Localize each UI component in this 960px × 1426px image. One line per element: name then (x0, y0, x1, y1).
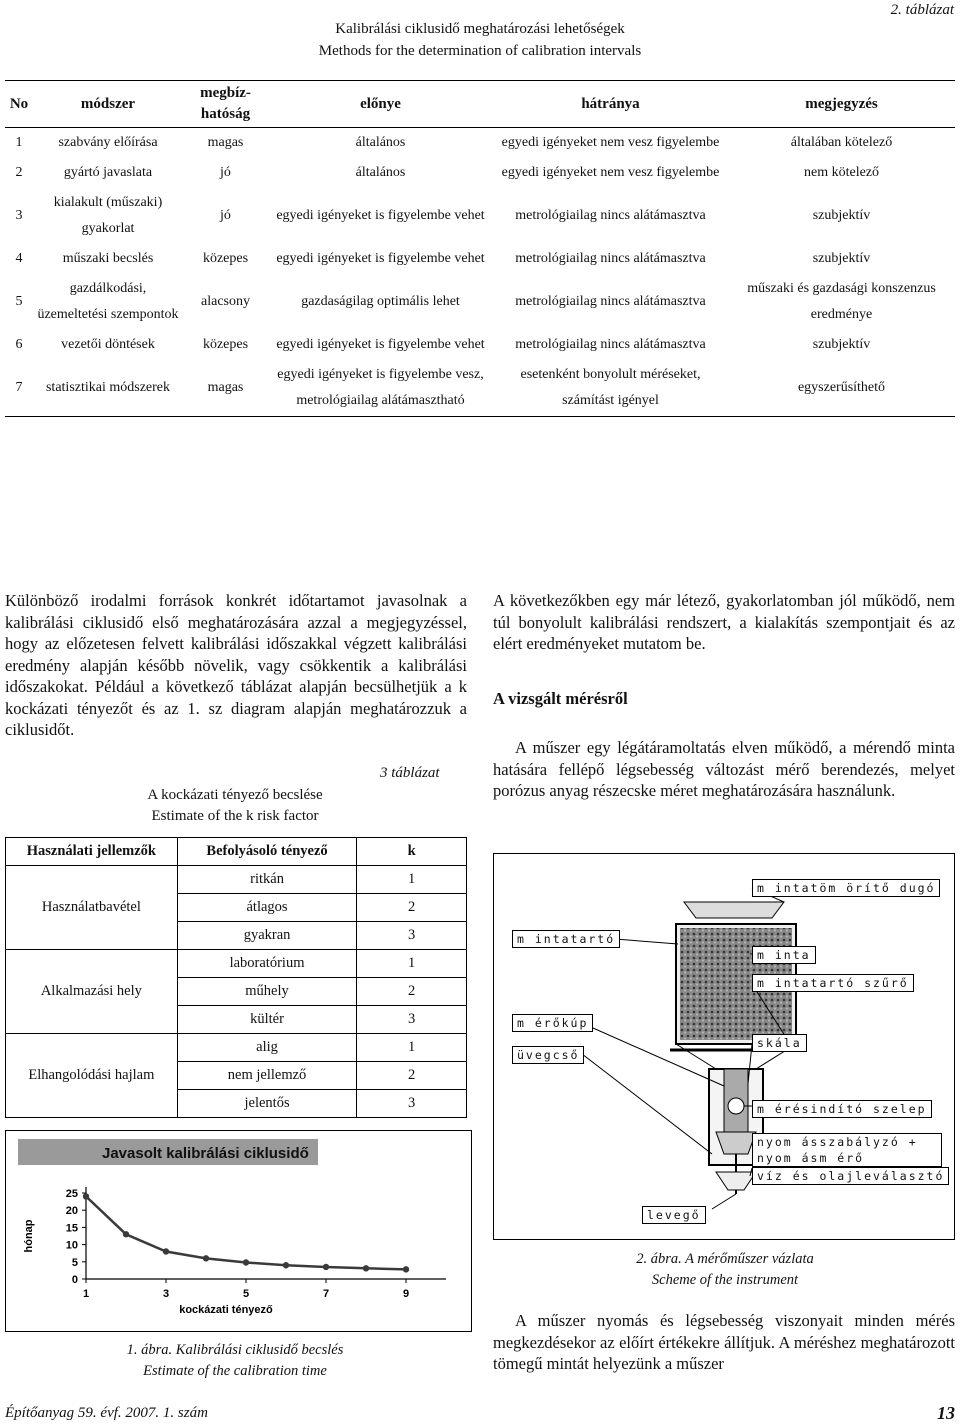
data-point (83, 1193, 89, 1199)
calibration-methods-table (5, 80, 955, 417)
cell-reliability: alacsony (201, 294, 250, 309)
cell-factor: ritkán (177, 866, 357, 894)
cell-method: kialakult (műszaki) gyakorlat (53, 195, 163, 236)
valve-shape (728, 1098, 744, 1114)
cell-advantage: általános (355, 165, 406, 180)
y-tick-label: 10 (65, 1239, 78, 1252)
table-row (5, 158, 955, 188)
pointer-tube (582, 1054, 712, 1154)
journal-footer: Építőanyag 59. évf. 2007. 1. szám (5, 1405, 208, 1421)
cell-usage-group: Alkalmazási hely (6, 950, 178, 1034)
table-number-label: 2. táblázat (890, 2, 954, 18)
cell-method: szabvány előírása (58, 135, 158, 150)
cell-k: 1 (357, 1034, 467, 1062)
chart-svg (6, 1131, 471, 1331)
cell-usage-group: Elhangolódási hajlam (6, 1034, 178, 1118)
cell-advantage: egyedi igényeket is figyelembe vehet (276, 337, 485, 352)
body-paragraph-left: Különböző irodalmi források konkrét időtartamot javasolnak a kalibrálási ciklusidő első meghatározására azzal a megjegyzéssel, hogy az előzetesen felvett kalibrálási időszakkal végzett kalibrálási eredmény alapján később növelik, vagy csökkentik a kalibrálási időszakokat. Például a következő táblázat alapján becsülhetjük a k kockázati tényezőt és az 1. sz diagram alapján meghatározzuk a ciklusidőt. (5, 591, 467, 739)
label-sample: m inta (752, 946, 816, 964)
series-line (86, 1196, 406, 1269)
cell-no: 7 (15, 380, 23, 395)
data-point (283, 1262, 289, 1268)
header-reliability: megbíz-hatóság (200, 85, 251, 122)
body-paragraph-right-3: A műszer nyomás és légsebesség viszonyait minden mérés megkezdésekor az előírt értékekre állítjuk. A méréshez meghatározott tömegű mintát helyezünk a műszer (493, 1311, 955, 1373)
cell-method: statisztikai módszerek (45, 380, 171, 395)
cell-factor: nem jellemző (177, 1062, 357, 1090)
data-point (363, 1265, 369, 1271)
data-point (243, 1259, 249, 1265)
x-tick-label: 9 (402, 1288, 410, 1300)
table3-header-row (6, 838, 467, 866)
holder-cone-left (676, 1044, 716, 1069)
pointer-air (712, 1194, 736, 1209)
cell-factor: laboratórium (177, 950, 357, 978)
data-point (203, 1255, 209, 1261)
cell-reliability: magas (207, 380, 244, 395)
cell-no: 6 (15, 337, 23, 352)
cell-reliability: jó (220, 165, 231, 180)
x-tick-label: 7 (322, 1288, 330, 1300)
cell-note: szubjektív (812, 337, 871, 352)
cell-k: 1 (357, 866, 467, 894)
cell-factor: alig (177, 1034, 357, 1062)
cell-usage-group: Használatbavétel (6, 866, 178, 950)
data-point (403, 1266, 409, 1272)
cell-method: vezetői döntések (61, 337, 155, 352)
table3-title-hu: A kockázati tényező becslése (147, 787, 323, 803)
header-usage: Használati jellemzők (6, 838, 178, 866)
cell-disadvantage: esetenként bonyolult méréseket, számítást igényel (520, 367, 701, 408)
calibration-interval-chart (5, 1130, 472, 1332)
cell-reliability: közepes (202, 337, 249, 352)
cell-k: 3 (357, 922, 467, 950)
figure2-caption-hu: 2. ábra. A mérőműszer vázlata (636, 1251, 814, 1267)
cell-no: 4 (15, 251, 23, 266)
cell-k: 2 (357, 1062, 467, 1090)
y-tick-label: 5 (71, 1256, 78, 1269)
cell-disadvantage: egyedi igényeket nem vesz figyelembe (501, 135, 720, 150)
x-tick-label: 3 (162, 1288, 170, 1300)
figure2-caption-en: Scheme of the instrument (651, 1272, 799, 1288)
cell-advantage: gazdaságilag optimális lehet (301, 294, 460, 309)
cell-disadvantage: metrológiailag nincs alátámasztva (515, 294, 706, 309)
figure2-caption (540, 1249, 910, 1291)
table3-number-label: 3 táblázat (380, 765, 440, 781)
figure1-caption (90, 1340, 380, 1382)
cell-reliability: magas (207, 135, 244, 150)
cell-note: műszaki és gazdasági konszenzus eredménye (747, 281, 936, 322)
x-axis-label: kockázati tényező (179, 1304, 273, 1316)
section-heading: A vizsgált mérésről (493, 689, 628, 708)
label-sample-holder: m intatartó (512, 930, 620, 948)
y-tick-label: 0 (71, 1274, 78, 1286)
table-row (6, 950, 467, 978)
label-intake-funnel: m intatöm örítő dugó (752, 879, 940, 897)
cell-no: 2 (15, 165, 23, 180)
cell-factor: műhely (177, 978, 357, 1006)
table-row (6, 866, 467, 894)
cell-method: műszaki becslés (62, 251, 154, 266)
cell-k: 1 (357, 950, 467, 978)
y-tick-label: 25 (65, 1188, 78, 1200)
data-point (163, 1248, 169, 1254)
label-regulator: nyom ásszabályzó + nyom ásm érő (752, 1133, 942, 1167)
cell-disadvantage: metrológiailag nincs alátámasztva (515, 208, 706, 223)
header-k: k (357, 838, 467, 866)
table-row (6, 1034, 467, 1062)
cell-factor: átlagos (177, 894, 357, 922)
header-note: megjegyzés (805, 96, 878, 112)
cell-reliability: közepes (202, 251, 249, 266)
data-point (323, 1264, 329, 1270)
instrument-schematic (493, 853, 955, 1240)
cell-k: 3 (357, 1090, 467, 1118)
cell-note: szubjektív (812, 251, 871, 266)
cell-advantage: általános (355, 135, 406, 150)
table2-header-row (5, 81, 955, 128)
table2-title-en: Methods for the determination of calibration intervals (318, 43, 642, 59)
chart-title: Javasolt kalibrálási ciklusidő (102, 1145, 309, 1162)
body-paragraph-right-1: A következőkben egy már létező, gyakorlatomban jól működő, nem túl bonyolult kalibrálási rendszert, a kialakítás szempontjait és az elért eredményeket mutatom be. (493, 591, 955, 653)
cell-disadvantage: egyedi igényeket nem vesz figyelembe (501, 165, 720, 180)
table-row (5, 128, 955, 159)
header-disadvantage: hátránya (581, 96, 640, 112)
cell-disadvantage: metrológiailag nincs alátámasztva (515, 251, 706, 266)
cell-k: 3 (357, 1006, 467, 1034)
cell-advantage: egyedi igényeket is figyelembe vesz, metrológiailag alátámasztható (277, 367, 484, 408)
y-tick-label: 15 (65, 1222, 78, 1235)
cell-k: 2 (357, 894, 467, 922)
y-axis-label: hónap (23, 1219, 35, 1253)
cell-note: egyszerűsíthető (797, 380, 886, 395)
data-point (123, 1231, 129, 1237)
cell-k: 2 (357, 978, 467, 1006)
cell-no: 3 (15, 208, 23, 223)
header-advantage: előnye (360, 96, 401, 112)
figure1-caption-hu: 1. ábra. Kalibrálási ciklusidő becslés (126, 1342, 344, 1358)
figure1-caption-en: Estimate of the calibration time (143, 1363, 327, 1379)
label-valve: m érésindító szelep (752, 1100, 932, 1118)
label-burette: m érőkúp (512, 1014, 593, 1032)
header-factor: Befolyásoló tényező (177, 838, 357, 866)
cell-no: 5 (15, 294, 23, 309)
cell-factor: kültér (177, 1006, 357, 1034)
cell-factor: jelentős (177, 1090, 357, 1118)
body-paragraph-right-2: A műszer egy légátáramoltatás elven működő, a mérendő minta hatására fellépő légsebesség változást mérő berendezés, melyet porózus anyag részecske méret meghatározására használunk. (493, 738, 955, 800)
header-no: No (9, 96, 29, 112)
table-row (5, 274, 955, 330)
page-number: 13 (937, 1403, 955, 1423)
table3-title-en: Estimate of the k risk factor (151, 808, 319, 824)
cell-disadvantage: metrológiailag nincs alátámasztva (515, 337, 706, 352)
table2-title (240, 18, 720, 62)
risk-factor-table (5, 837, 467, 1118)
x-tick-label: 1 (82, 1288, 90, 1300)
cell-method: gazdálkodási, üzemeltetési szempontok (37, 281, 179, 322)
funnel-shape (684, 902, 784, 918)
table-row (5, 330, 955, 360)
cell-reliability: jó (220, 208, 231, 223)
cell-factor: gyakran (177, 922, 357, 950)
label-air: levegő (642, 1206, 706, 1224)
cell-note: nem kötelező (803, 165, 880, 180)
cell-note: szubjektív (812, 208, 871, 223)
cell-note: általában kötelező (790, 135, 893, 150)
label-filter: m intatartó szűrő (752, 974, 914, 992)
y-tick-label: 20 (65, 1205, 78, 1218)
label-separator: víz és olajleválasztó (752, 1167, 949, 1185)
table-row (5, 188, 955, 244)
header-method: módszer (80, 96, 136, 112)
table3-title (80, 785, 390, 827)
table2-title-hu: Kalibrálási ciklusidő meghatározási lehetőségek (335, 21, 625, 37)
cell-advantage: egyedi igényeket is figyelembe vehet (276, 208, 485, 223)
cell-no: 1 (15, 135, 23, 150)
cell-advantage: egyedi igényeket is figyelembe vehet (276, 251, 485, 266)
label-scale: skála (752, 1034, 807, 1052)
table-row (5, 360, 955, 417)
table-row (5, 244, 955, 274)
cell-method: gyártó javaslata (63, 165, 153, 180)
label-glass-tube: üvegcső (512, 1046, 584, 1064)
x-tick-label: 5 (242, 1288, 250, 1300)
